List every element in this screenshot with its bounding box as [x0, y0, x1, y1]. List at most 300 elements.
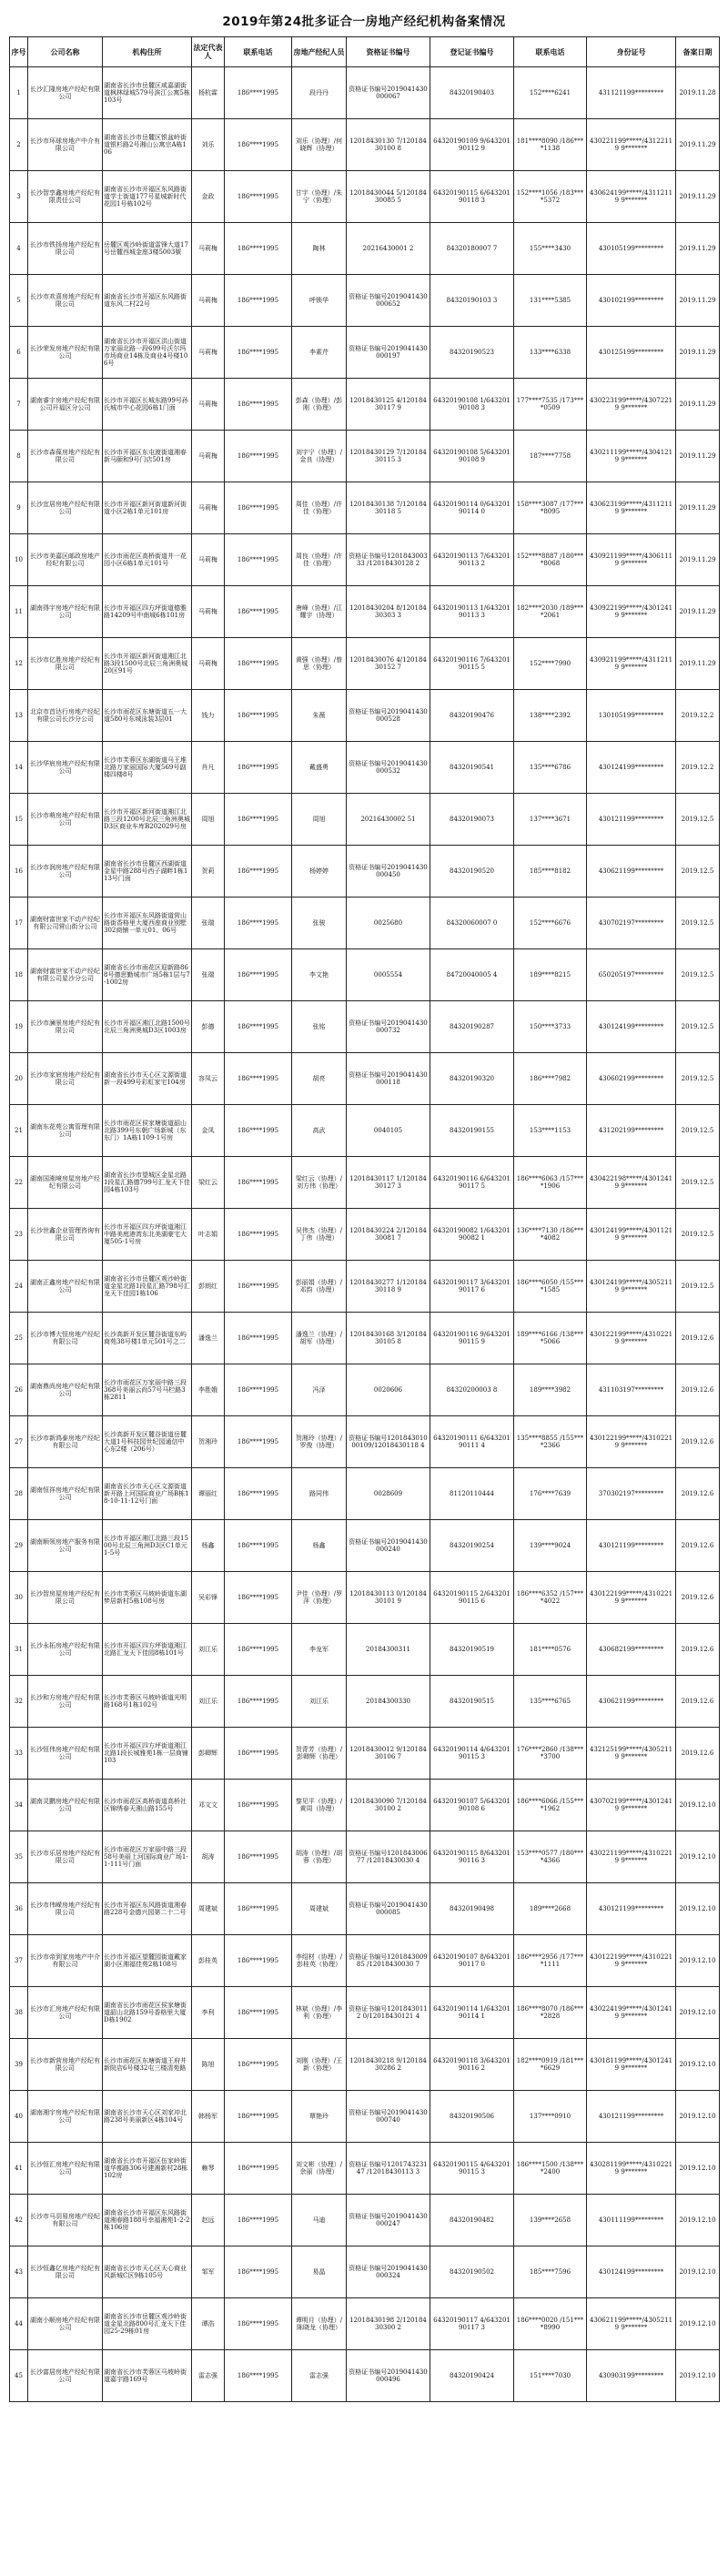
cell-agent: 唐峰（协理）/江耀宇（协理）	[292, 586, 347, 638]
cell-company: 长沙智房屋房地产经纪有限公司	[28, 1572, 103, 1624]
cell-cert: 20216430001 2	[347, 223, 430, 275]
cell-agent: 胡涛（协理）/胡蓉（协理）	[292, 1831, 347, 1883]
col-header-agent-phone: 联系电话	[514, 37, 587, 67]
cell-date: 2019.12.5	[676, 1105, 720, 1157]
cell-rep: 马莉梅	[192, 638, 225, 690]
cell-rep: 马莉梅	[192, 275, 225, 327]
cell-rep: 周旭	[192, 794, 225, 846]
cell-phone: 186****1995	[225, 431, 292, 482]
cell-cert: 12018430012 9/12018430106 7	[347, 1728, 430, 1780]
cell-cert: 0020606	[347, 1364, 430, 1416]
cell-no: 37	[10, 1935, 28, 1987]
cell-agent-phone: 186****7982	[514, 1053, 587, 1105]
cell-date: 2019.12.5	[676, 1001, 720, 1053]
cell-no: 14	[10, 742, 28, 794]
cell-company: 长沙市伟嵘房地产经纪有限公司	[28, 1883, 103, 1935]
table-row	[10, 171, 720, 223]
cell-cert: 资格证书编号2019041430000528	[347, 690, 430, 742]
cell-agent-phone: 189****6166 /138****5066	[514, 1313, 587, 1364]
cell-company: 湖南顺领房地产服务有限公司	[28, 1520, 103, 1572]
cell-phone: 186****1995	[225, 2143, 292, 2195]
cell-id: 430181199*****/43012419 9*******	[587, 2039, 676, 2091]
cell-id: 430221199*****/43122119 9*******	[587, 119, 676, 171]
cell-cert: 12018430076 4/12018430152 7	[347, 638, 430, 690]
cell-agent-phone: 133****6338	[514, 327, 587, 379]
cell-agent: 彭丽娟（协理）/邓韵（协理）	[292, 1261, 347, 1313]
cell-phone: 186****1995	[225, 482, 292, 534]
filing-table	[9, 36, 720, 2402]
cell-phone: 186****1995	[225, 1001, 292, 1053]
col-header-id: 身份证号	[587, 37, 676, 67]
cell-agent: 梁红云（协理）/刘方伟（协理）	[292, 1157, 347, 1209]
cell-id: 430121199*********	[587, 1520, 676, 1572]
cell-agent-phone: 186****6352 /157****4022	[514, 1572, 587, 1624]
table-row	[10, 1935, 720, 1987]
cell-address: 长沙市雨花区高桥街道井一花园小区6栋1单元101号	[103, 534, 192, 586]
cell-agent-phone: 189****2668	[514, 1883, 587, 1935]
cell-date: 2019.11.29	[676, 223, 720, 275]
cell-phone: 186****1995	[225, 2350, 292, 2402]
cell-agent: 李绍材（协理）/彭桂英（协理）	[292, 1935, 347, 1987]
table-row	[10, 2298, 720, 2350]
cell-cert: 资格证书编号120184300985 /12018430030 7	[347, 1935, 430, 1987]
table-row	[10, 1001, 720, 1053]
cell-phone: 186****1995	[225, 638, 292, 690]
cell-rep: 马莉梅	[192, 482, 225, 534]
cell-no: 38	[10, 1987, 28, 2039]
cell-address: 湖南省长沙市天心区文源街道新开路上河国际商业广场B栋18-10-11-12号门面	[103, 1468, 192, 1520]
cell-phone: 186****1995	[225, 2091, 292, 2143]
cell-agent: 刘宇宁（协理）/金良（协理）	[292, 431, 347, 482]
cell-no: 44	[10, 2298, 28, 2350]
cell-no: 1	[10, 67, 28, 119]
cell-company: 长沙市亿胜房地产经纪有限公司	[28, 638, 103, 690]
cell-agent: 甘宇（协理）/朱宁（协理）	[292, 171, 347, 223]
cell-company: 长沙市新营房地产经纪有限公司	[28, 2039, 103, 2091]
table-row	[10, 1105, 720, 1157]
cell-reg: 84320190320	[430, 1053, 514, 1105]
cell-address: 湖南省长沙市雨花区迎新路868号德思勤城市广场5栋1层与7-1002房	[103, 949, 192, 1001]
cell-phone: 186****1995	[225, 171, 292, 223]
cell-address: 长沙市雨花区高桥街道高桥社区锦绣春天湘山路155号	[103, 1780, 192, 1831]
cell-agent-phone: 187****7758	[514, 431, 587, 482]
cell-address: 长沙市开福区望麓园街道戴家湖小区湘福佳苑2栋108号	[103, 1935, 192, 1987]
cell-company: 长沙市欢喜房地产经纪有限公司	[28, 275, 103, 327]
cell-company: 长沙市澜景房地产经纪有限公司	[28, 1001, 103, 1053]
cell-address: 湖南省长沙市岳麓区观沙岭街道金星北路1段星汇路798号汇龙天下佳园1栋106	[103, 1261, 192, 1313]
cell-no: 18	[10, 949, 28, 1001]
cell-phone: 186****1995	[225, 1313, 292, 1364]
table-row	[10, 2246, 720, 2298]
cell-no: 40	[10, 2091, 28, 2143]
cell-agent: 刘刚（协理）/王新（协理）	[292, 2039, 347, 2091]
cell-id: 430124199*********	[587, 742, 676, 794]
cell-cert: 资格证书编号2019041430000197	[347, 327, 430, 379]
cell-date: 2019.11.29	[676, 534, 720, 586]
cell-date: 2019.12.6	[676, 1624, 720, 1676]
cell-reg: 64320190116 7/64320190115 5	[430, 638, 514, 690]
cell-agent-phone: 152****1056 /183****5372	[514, 171, 587, 223]
cell-cert: 12018430125 4/12018430117 9	[347, 379, 430, 431]
col-header-phone: 联系电话	[225, 37, 292, 67]
col-header-company: 公司名称	[28, 37, 103, 67]
cell-cert: 12018430090 7/12018430100 2	[347, 1780, 430, 1831]
cell-date: 2019.11.29	[676, 327, 720, 379]
cell-company: 长沙市博大恒房地产经纪有限公司	[28, 1313, 103, 1364]
cell-company: 长沙汇隆房地产经纪有限公司	[28, 67, 103, 119]
cell-rep: 梁红云	[192, 1157, 225, 1209]
cell-reg: 64320190115 8/64320190116 3	[430, 1831, 514, 1883]
cell-no: 15	[10, 794, 28, 846]
cell-rep: 钱力	[192, 690, 225, 742]
cell-phone: 186****1995	[225, 1883, 292, 1935]
cell-company: 长沙市帝到家房地产中介有限公司	[28, 1935, 103, 1987]
cell-phone: 186****1995	[225, 1105, 292, 1157]
cell-date: 2019.12.6	[676, 1728, 720, 1780]
cell-rep: 彭朗红	[192, 1261, 225, 1313]
cell-cert: 资格证书编号2019041430000324	[347, 2246, 430, 2298]
cell-rep: 潘逸兰	[192, 1313, 225, 1364]
cell-id: 430111199*********	[587, 2195, 676, 2246]
cell-agent: 刘江乐	[292, 1676, 347, 1728]
cell-agent: 呼锁华	[292, 275, 347, 327]
cell-address: 湖南省长沙市开福区东风路街道学士街道177号星城新时代花园1号栋102号	[103, 171, 192, 223]
cell-rep: 谭丽红	[192, 1468, 225, 1520]
cell-no: 13	[10, 690, 28, 742]
cell-id: 430623199*****/43112119 9*******	[587, 482, 676, 534]
cell-address: 湖南省长沙市岳麓区银盆岭街道银杉路2号湘山公寓宗A栋106	[103, 119, 192, 171]
table-row	[10, 275, 720, 327]
cell-reg: 64320190107 8/64320190117 0	[430, 1935, 514, 1987]
cell-date: 2019.12.10	[676, 2246, 720, 2298]
cell-id: 430124199*****/43052119 9*******	[587, 1261, 676, 1313]
cell-agent: 黎见平（协理）/黄周（协理）	[292, 1780, 347, 1831]
cell-agent-phone: 135****6786	[514, 742, 587, 794]
cell-no: 6	[10, 327, 28, 379]
cell-date: 2019.11.29	[676, 431, 720, 482]
cell-address: 长沙市开福区四方坪街道湘江北路汇龙天下佳园8栋101号	[103, 1624, 192, 1676]
cell-date: 2019.12.5	[676, 794, 720, 846]
cell-agent: 刘乐（协理）/何晓辉（协理）	[292, 119, 347, 171]
table-header-row	[10, 37, 720, 67]
cell-no: 32	[10, 1676, 28, 1728]
cell-date: 2019.11.29	[676, 275, 720, 327]
cell-company: 北京市首达行房地产经纪有限公司长沙分公司	[28, 690, 103, 742]
cell-date: 2019.12.6	[676, 1313, 720, 1364]
cell-agent-phone: 181****8090 /186****1138	[514, 119, 587, 171]
cell-rep: 肖凡	[192, 742, 225, 794]
cell-no: 3	[10, 171, 28, 223]
cell-company: 湖南恒祥房地产经纪有限公司	[28, 1468, 103, 1520]
cell-company: 长沙市乐居房地产经纪有限公司	[28, 1831, 103, 1883]
cell-cert: 12018430129 7/12018430115 3	[347, 431, 430, 482]
cell-rep: 赖琴	[192, 2143, 225, 2195]
cell-no: 16	[10, 846, 28, 898]
cell-date: 2019.11.29	[676, 379, 720, 431]
cell-reg: 84320190476	[430, 690, 514, 742]
cell-company: 长沙恒汇房地产经纪有限公司	[28, 2143, 103, 2195]
cell-agent-phone: 153****1153	[514, 1105, 587, 1157]
col-header-address: 机构住所	[103, 37, 192, 67]
cell-reg: 84320200003 8	[430, 1364, 514, 1416]
cell-no: 20	[10, 1053, 28, 1105]
cell-date: 2019.12.10	[676, 2091, 720, 2143]
cell-cert: 资格证书编号2019041430000067	[347, 67, 430, 119]
cell-rep: 李胜娥	[192, 1364, 225, 1416]
cell-cert: 12018430044 5/12018430085 5	[347, 171, 430, 223]
cell-agent-phone: 189****3982	[514, 1364, 587, 1416]
cell-phone: 186****1995	[225, 1364, 292, 1416]
table-row	[10, 1313, 720, 1364]
cell-no: 4	[10, 223, 28, 275]
cell-address: 岳麓区观沙岭街道雷锋大道17号岳麓西城金座3楼5003號	[103, 223, 192, 275]
cell-id: 430121199*********	[587, 794, 676, 846]
cell-company: 湖南小顺房地产经纪有限公司	[28, 2298, 103, 2350]
cell-address: 长沙高新开发区麓谷街道东屿商苑38号楼1单元501号之二	[103, 1313, 192, 1364]
cell-rep: 雷志强	[192, 2350, 225, 2402]
cell-date: 2019.12.6	[676, 1520, 720, 1572]
cell-no: 31	[10, 1624, 28, 1676]
cell-phone: 186****1995	[225, 1157, 292, 1209]
col-header-reg: 登记证书编号	[430, 37, 514, 67]
cell-rep: 刘江乐	[192, 1624, 225, 1676]
cell-agent-phone: 181****0576	[514, 1624, 587, 1676]
cell-address: 长沙市开福区长城东路99号孙氏城市中心花园6栋1门面	[103, 379, 192, 431]
cell-no: 11	[10, 586, 28, 638]
cell-id: 430105199*********	[587, 223, 676, 275]
table-row	[10, 1831, 720, 1883]
cell-rep: 彭德	[192, 1001, 225, 1053]
cell-no: 33	[10, 1728, 28, 1780]
cell-agent: 胡亮	[292, 1053, 347, 1105]
cell-agent-phone: 186****6050 /155****1585	[514, 1261, 587, 1313]
cell-id: 650205197*********	[587, 949, 676, 1001]
table-row	[10, 586, 720, 638]
cell-no: 23	[10, 1209, 28, 1261]
cell-address: 长沙市雨花区侯家塘街道韶山北路399号东朝广场新城（东东门）1A栋1109-1号房	[103, 1105, 192, 1157]
cell-no: 42	[10, 2195, 28, 2246]
table-row	[10, 67, 720, 119]
cell-agent-phone: 186****1500 /138****2400	[514, 2143, 587, 2195]
cell-phone: 186****1995	[225, 1987, 292, 2039]
cell-agent: 陶林	[292, 223, 347, 275]
cell-address: 湖南省长沙市天心区文源街道新一段499号彩虹家宅104房	[103, 1053, 192, 1105]
cell-rep: 刘江乐	[192, 1676, 225, 1728]
cell-agent-phone: 137****3671	[514, 794, 587, 846]
cell-reg: 81120110444	[430, 1468, 514, 1520]
cell-phone: 186****1995	[225, 1572, 292, 1624]
cell-rep: 邓文文	[192, 1780, 225, 1831]
cell-rep: 韩杨军	[192, 2091, 225, 2143]
cell-reg: 84320190287	[430, 1001, 514, 1053]
cell-company: 湖南睿宇房地产经纪有限公司开福区分公司	[28, 379, 103, 431]
cell-agent-phone: 152****7990	[514, 638, 587, 690]
cell-date: 2019.12.6	[676, 1572, 720, 1624]
cell-reg: 64320190108 1/64320190108 3	[430, 379, 514, 431]
cell-address: 长沙市开福区新河街道湘江北路3段1500号北辰三角洲奥城20区91号	[103, 638, 192, 690]
cell-date: 2019.12.10	[676, 2298, 720, 2350]
cell-rep: 李利	[192, 1987, 225, 2039]
cell-address: 长沙市开福区湘江北路1500号北辰三角洲奥城D3区1003房	[103, 1001, 192, 1053]
cell-phone: 186****1995	[225, 1416, 292, 1468]
cell-cert: 20184300330	[347, 1676, 430, 1728]
cell-id: 430102199*********	[587, 275, 676, 327]
cell-cert: 资格证书编号2019041430000085	[347, 1883, 430, 1935]
cell-id: 430621199*********	[587, 1676, 676, 1728]
cell-date: 2019.12.5	[676, 1157, 720, 1209]
cell-cert: 资格证书编号120184300677 /12018430030 4	[347, 1831, 430, 1883]
table-row	[10, 846, 720, 898]
cell-company: 湖南东花苑公寓管理有限公司	[28, 1105, 103, 1157]
cell-no: 5	[10, 275, 28, 327]
cell-date: 2019.12.10	[676, 1935, 720, 1987]
cell-agent: 贺湘玲（协理）/罗俊（协理）	[292, 1416, 347, 1468]
cell-no: 24	[10, 1261, 28, 1313]
cell-cert: 资格证书编号120184300333 /12018430128 2	[347, 534, 430, 586]
cell-rep: 谭浩	[192, 2298, 225, 2350]
cell-no: 7	[10, 379, 28, 431]
cell-phone: 186****1995	[225, 846, 292, 898]
cell-reg: 64320190107 5/64320190108 6	[430, 1780, 514, 1831]
cell-address: 湖南省长沙市望城区金星北路1段星汇路德799号汇龙天下佳园4栋103号	[103, 1157, 192, 1209]
table-row	[10, 1624, 720, 1676]
cell-reg: 64320190113 1/64320190113 3	[430, 586, 514, 638]
cell-agent: 马迪	[292, 2195, 347, 2246]
cell-company: 长沙市萌房地产经纪有限公司	[28, 794, 103, 846]
cell-id: 430624199*****/43112119 9*******	[587, 171, 676, 223]
cell-date: 2019.11.29	[676, 119, 720, 171]
cell-address: 湖南省长沙市天心区天心商业风新城C区9栋105号	[103, 2246, 192, 2298]
cell-no: 2	[10, 119, 28, 171]
cell-agent-phone: 189****8215	[514, 949, 587, 1001]
col-header-agent: 房地产经纪人员	[292, 37, 347, 67]
cell-agent: 周良（协理）/许佳（协理）	[292, 534, 347, 586]
cell-agent-phone: 176****2860 /138****3700	[514, 1728, 587, 1780]
cell-rep: 杨鑫	[192, 1520, 225, 1572]
cell-phone: 186****1995	[225, 1935, 292, 1987]
cell-cert: 12018430277 1/12018430118 9	[347, 1261, 430, 1313]
cell-date: 2019.11.29	[676, 638, 720, 690]
cell-no: 25	[10, 1313, 28, 1364]
cell-reg: 84320190103 3	[430, 275, 514, 327]
cell-agent: 易晶	[292, 2246, 347, 2298]
cell-agent: 周建斌	[292, 1883, 347, 1935]
cell-phone: 186****1995	[225, 327, 292, 379]
cell-address: 湖南省长沙市开福区东风路街道湘春路188号幸福湘苑1-2-2栋106房	[103, 2195, 192, 2246]
cell-agent-phone: 186****0020 /151****8990	[514, 2298, 587, 2350]
cell-id: 430702199*****/43012419 9*******	[587, 1780, 676, 1831]
cell-date: 2019.12.6	[676, 1416, 720, 1468]
cell-address: 长沙市芙蓉区马坡岭街道光明路168号1栋102号	[103, 1676, 192, 1728]
cell-phone: 186****1995	[225, 379, 292, 431]
cell-no: 17	[10, 898, 28, 949]
cell-no: 34	[10, 1780, 28, 1831]
cell-company: 长沙市汇房地产经纪有限公司	[28, 1987, 103, 2039]
cell-date: 2019.12.5	[676, 1053, 720, 1105]
cell-company: 湖南鼎尚房地产经纪有限公司	[28, 1364, 103, 1416]
cell-id: 430922199*****/43012419 9*******	[587, 586, 676, 638]
cell-phone: 186****1995	[225, 1520, 292, 1572]
cell-agent: 尹佳（协理）/罗萍（协理）	[292, 1572, 347, 1624]
cell-phone: 186****1995	[225, 2246, 292, 2298]
cell-rep: 邹军	[192, 2246, 225, 2298]
cell-rep: 张瑞	[192, 898, 225, 949]
cell-id: 370302197*********	[587, 1468, 676, 1520]
cell-agent-phone: 153****0577 /180****4366	[514, 1831, 587, 1883]
cell-address: 湖南省长沙市岳麓区咸嘉湖街道枫林绿城579号滨江公寓5栋103号	[103, 67, 192, 119]
cell-rep: 彭桂英	[192, 1935, 225, 1987]
cell-company: 长沙富居房地产经纪有限公司	[28, 2350, 103, 2402]
cell-reg: 84320190424	[430, 2350, 514, 2402]
cell-phone: 186****1995	[225, 690, 292, 742]
cell-cert: 资格证书编号2019041430000450	[347, 846, 430, 898]
cell-company: 长沙市家宸房地产经纪有限公司	[28, 1053, 103, 1105]
cell-id: 431202199*********	[587, 1105, 676, 1157]
table-row	[10, 223, 720, 275]
cell-id: 130105199*********	[587, 690, 676, 742]
cell-rep: 周建斌	[192, 1883, 225, 1935]
cell-company: 湖南湘宇房地产经纪有限公司	[28, 2091, 103, 2143]
table-row	[10, 742, 720, 794]
cell-agent-phone: 186****6063 /157****1906	[514, 1157, 587, 1209]
cell-address: 长沙市开福区新河街道新河街道小区2栋1单元101房	[103, 482, 192, 534]
table-row	[10, 1157, 720, 1209]
cell-phone: 186****1995	[225, 1261, 292, 1313]
cell-no: 27	[10, 1416, 28, 1468]
cell-id: 430211199*****/43041219 9*******	[587, 431, 676, 482]
cell-agent: 覃艳玲	[292, 2091, 347, 2143]
cell-id: 430124199*****/43011219 9*******	[587, 1209, 676, 1261]
cell-agent-phone: 137****0910	[514, 2091, 587, 2143]
cell-agent: 高武	[292, 1105, 347, 1157]
cell-phone: 186****1995	[225, 119, 292, 171]
cell-address: 长沙市芙蓉区马坡岭街道东湖梦居新村5栋108号房	[103, 1572, 192, 1624]
cell-address: 长沙市开福区东风路街道湘春路228号金德兴园第二十二号	[103, 1883, 192, 1935]
cell-no: 36	[10, 1883, 28, 1935]
cell-cert: 资格证书编号120184301000109/12018430118 4	[347, 1416, 430, 1468]
cell-address: 长沙市开福区四方坪街道湘江北路1段长城雅苑1栋一层商铺103	[103, 1728, 192, 1780]
cell-phone: 186****1995	[225, 534, 292, 586]
cell-company: 长沙市铁扬房地产经纪有限公司	[28, 223, 103, 275]
table-row	[10, 898, 720, 949]
cell-rep: 胡涛	[192, 1831, 225, 1883]
cell-agent-phone: 135****6765	[514, 1676, 587, 1728]
cell-address: 湖南省长沙市芙蓉区马坡岭街道嘉宇路169号	[103, 2350, 192, 2402]
cell-date: 2019.12.5	[676, 1261, 720, 1313]
cell-agent-phone: 186****6066 /155****1962	[514, 1780, 587, 1831]
cell-address: 湖南省长沙市岳麓区观沙岭街道金星北路800号汇龙天下佳园25-29栋01房	[103, 2298, 192, 2350]
table-row	[10, 1987, 720, 2039]
cell-id: 431121199*********	[587, 67, 676, 119]
cell-no: 26	[10, 1364, 28, 1416]
cell-phone: 186****1995	[225, 1728, 292, 1780]
cell-no: 22	[10, 1157, 28, 1209]
cell-reg: 64320190111 6/64320190111 4	[430, 1416, 514, 1468]
cell-cert: 12018430204 8/12018430303 3	[347, 586, 430, 638]
table-row	[10, 2039, 720, 2091]
cell-phone: 186****1995	[225, 586, 292, 638]
cell-reg: 64320190118 3/64320190116 2	[430, 2039, 514, 2091]
cell-company: 长沙永拓房地产经纪有限公司	[28, 1624, 103, 1676]
cell-reg: 84320190506	[430, 2091, 514, 2143]
cell-company: 长沙市润房地产经纪有限公司	[28, 846, 103, 898]
cell-id: 430121199*********	[587, 2091, 676, 2143]
cell-rep: 贺莉	[192, 846, 225, 898]
col-header-rep: 法定代表人	[192, 37, 225, 67]
cell-phone: 186****1995	[225, 2039, 292, 2091]
cell-address: 长沙市雨花区万家丽中路三段368号美丽云尚57号马栏路3栋2811	[103, 1364, 192, 1416]
cell-company: 湖南国湘境房屋房地产经纪有限公司	[28, 1157, 103, 1209]
